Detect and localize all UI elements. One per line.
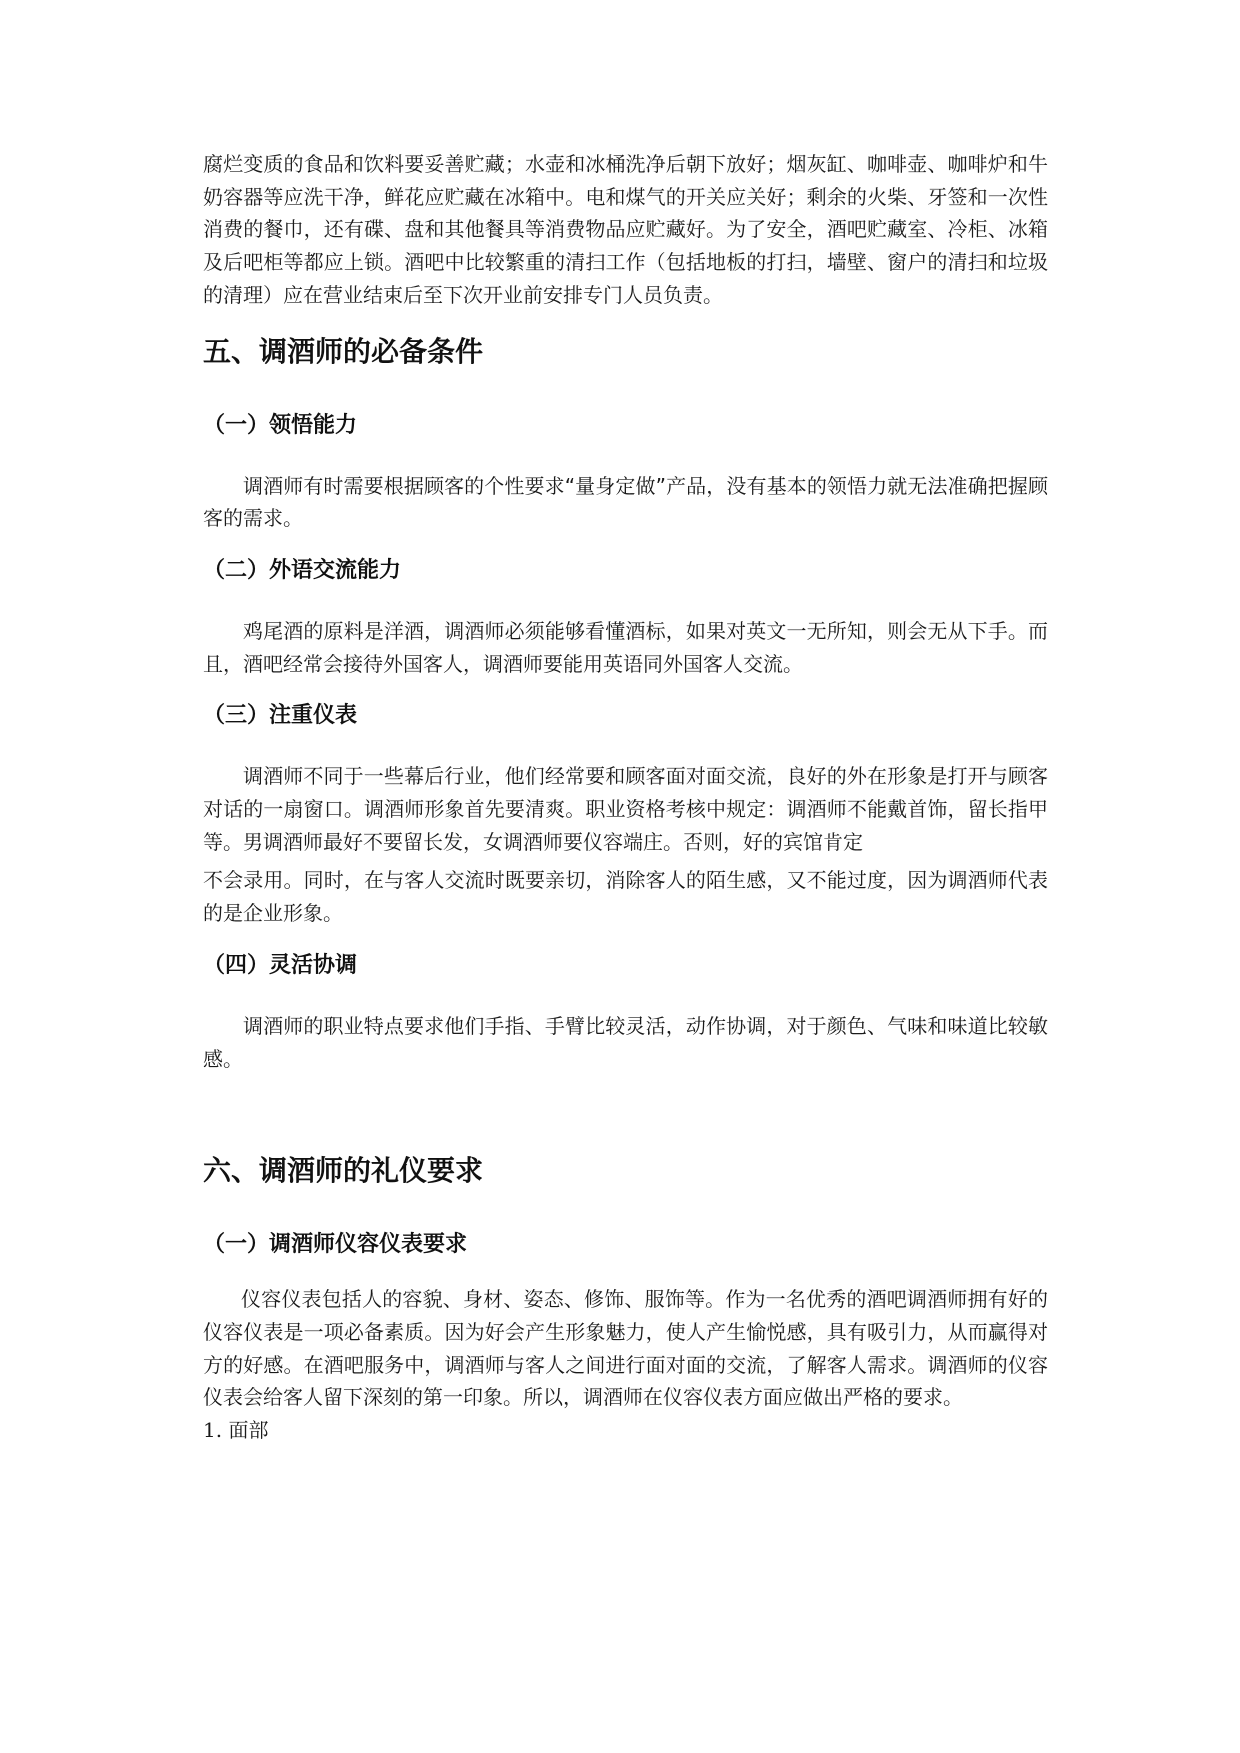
- section-5-sub-1-text: 调酒师有时需要根据顾客的个性要求“量身定做”产品，没有基本的领悟力就无法准确把握顾客的需求。: [203, 473, 1048, 531]
- section-6-sub-1-title: （一）调酒师仪容仪表要求: [203, 1232, 468, 1258]
- section-6-title: 六、调酒师的礼仪要求: [203, 1154, 484, 1188]
- section-5-sub-4-text: 调酒师的职业特点要求他们手指、手臂比较灵活，动作协调，对于颜色、气味和味道比较敏感。: [203, 1013, 1048, 1071]
- section-5-sub-1-title: （一）领悟能力: [203, 412, 358, 438]
- section-5-sub-2-text: 鸡尾酒的原料是洋酒，调酒师必须能够看懂酒标，如果对英文一无所知，则会无从下手。而且，酒吧经常会接待外国客人，调酒师要能用英语同外国客人交流。: [203, 618, 1048, 676]
- section-5-sub-3-text-a: 调酒师不同于一些幕后行业，他们经常要和顾客面对面交流，良好的外在形象是打开与顾客对话的一扇窗口。调酒师形象首先要清爽。职业资格考核中规定：调酒师不能戴首饰，留长指甲等。男调酒师最好不要留长发，女调酒师要仪容端庄。否则，好的宾馆肯定: [203, 764, 1048, 854]
- document-page: [203, 148, 1048, 1446]
- section-5-sub-3-title: （三）注重仪表: [203, 703, 358, 729]
- section-6-sub-1-text: 仪容仪表包括人的容貌、身材、姿态、修饰、服饰等。作为一名优秀的酒吧调酒师拥有好的仪容仪表是一项必备素质。因为好会产生形象魅力，使人产生愉悦感，具有吸引力，从而赢得对方的好感。在酒吧服务中，调酒师与客人之间进行面对面的交流，了解客人需求。调酒师的仪容仪表会给客人留下深刻的第一印象。所以，调酒师在仪容仪表方面应做出严格的要求。: [203, 1287, 1048, 1410]
- section-5-sub-2-title: （二）外语交流能力: [203, 557, 402, 583]
- section-5-sub-4-title: （四）灵活协调: [203, 952, 358, 978]
- section-5-title: 五、调酒师的必备条件: [203, 334, 484, 368]
- list-item-text: 面部: [228, 1418, 269, 1443]
- list-item-face: [203, 1414, 1048, 1446]
- intro-paragraph: 腐烂变质的食品和饮料要妥善贮藏；水壶和冰桶洗净后朝下放好；烟灰缸、咖啡壶、咖啡炉和牛奶容器等应洗干净，鲜花应贮藏在冰箱中。电和煤气的开关应关好；剩余的火柴、牙签和一次性消费的餐巾，还有碟、盘和其他餐具等消费物品应贮藏好。为了安全，酒吧贮藏室、冷柜、冰箱及后吧柜等都应上锁。酒吧中比较繁重的清扫工作（包括地板的打扫，墙壁、窗户的清扫和垃圾的清理）应在营业结束后至下次开业前安排专门人员负责。: [203, 152, 1048, 307]
- list-item-number: 1.: [203, 1418, 223, 1443]
- section-5-sub-3-text-b: 不会录用。同时，在与客人交流时既要亲切，消除客人的陌生感，又不能过度，因为调酒师代表的是企业形象。: [203, 868, 1048, 926]
